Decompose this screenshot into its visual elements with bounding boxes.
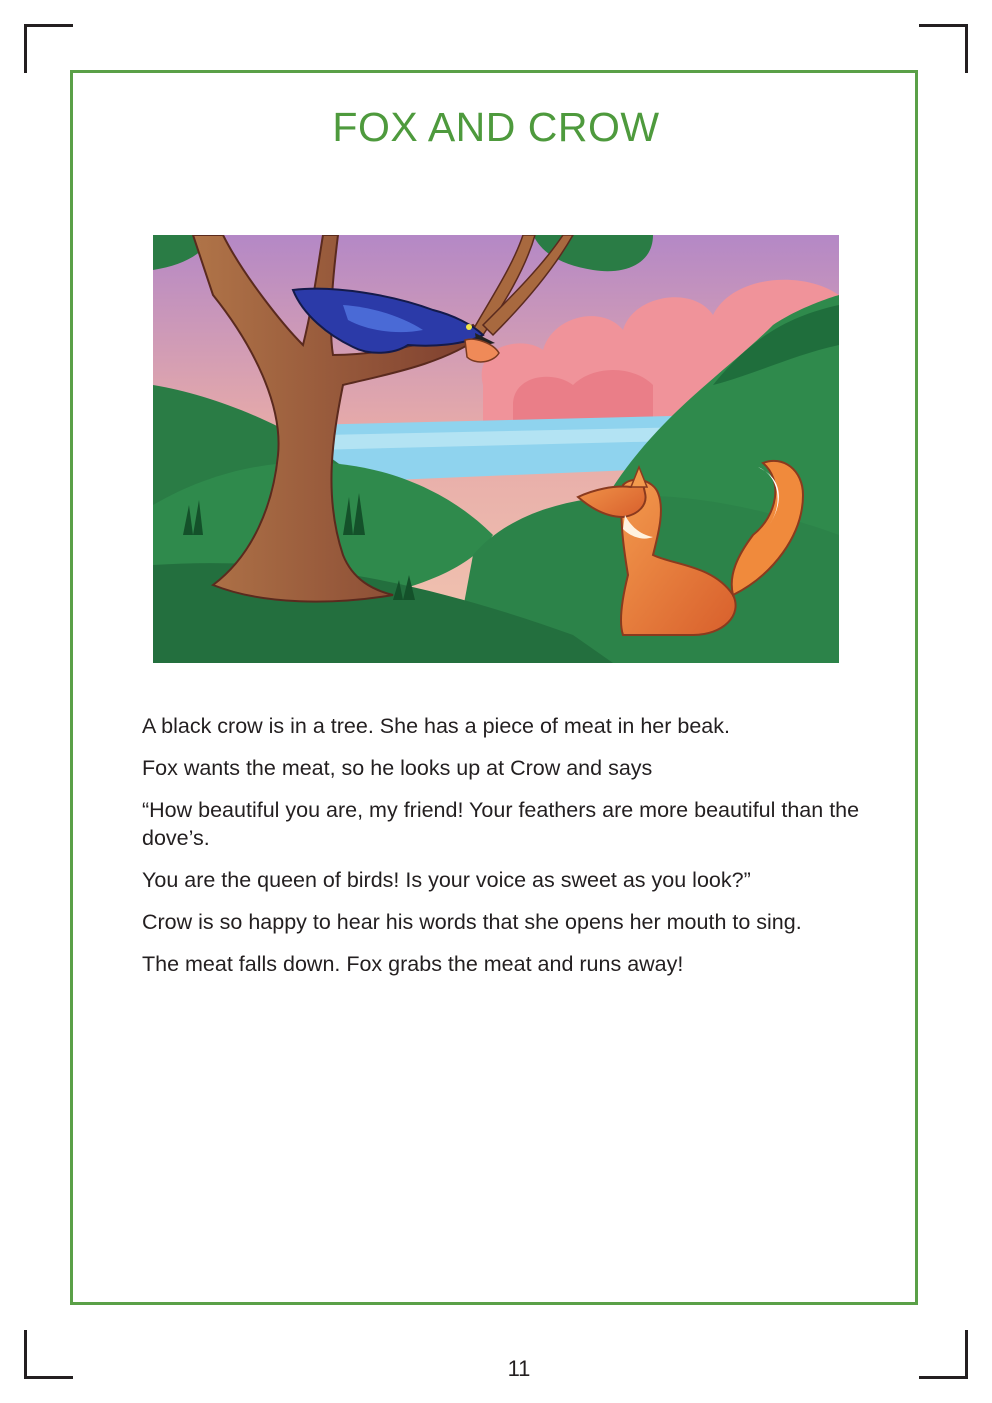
crow-and-fox-illustration [153,235,839,663]
page-title: FOX AND CROW [332,104,660,150]
story-paragraph: You are the queen of birds! Is your voice as sweet as you look?” [142,868,751,892]
story-paragraph: A black crow is in a tree. She has a piece of meat in her beak. [142,714,730,738]
story-paragraph: “How beautiful you are, my friend! Your feathers are more beautiful than the dove’s. [142,798,860,850]
crop-mark-top-right [919,24,968,73]
crop-mark-top-left [24,24,73,73]
page-number: 11 [507,1356,531,1381]
crow-eye [466,324,472,330]
story-paragraph: Fox wants the meat, so he looks up at Crow and says [142,756,653,780]
story-paragraph: Crow is so happy to hear his words that she opens her mouth to sing. [142,910,802,934]
story-paragraph: The meat falls down. Fox grabs the meat and runs away! [142,952,684,976]
story-text [142,712,902,992]
